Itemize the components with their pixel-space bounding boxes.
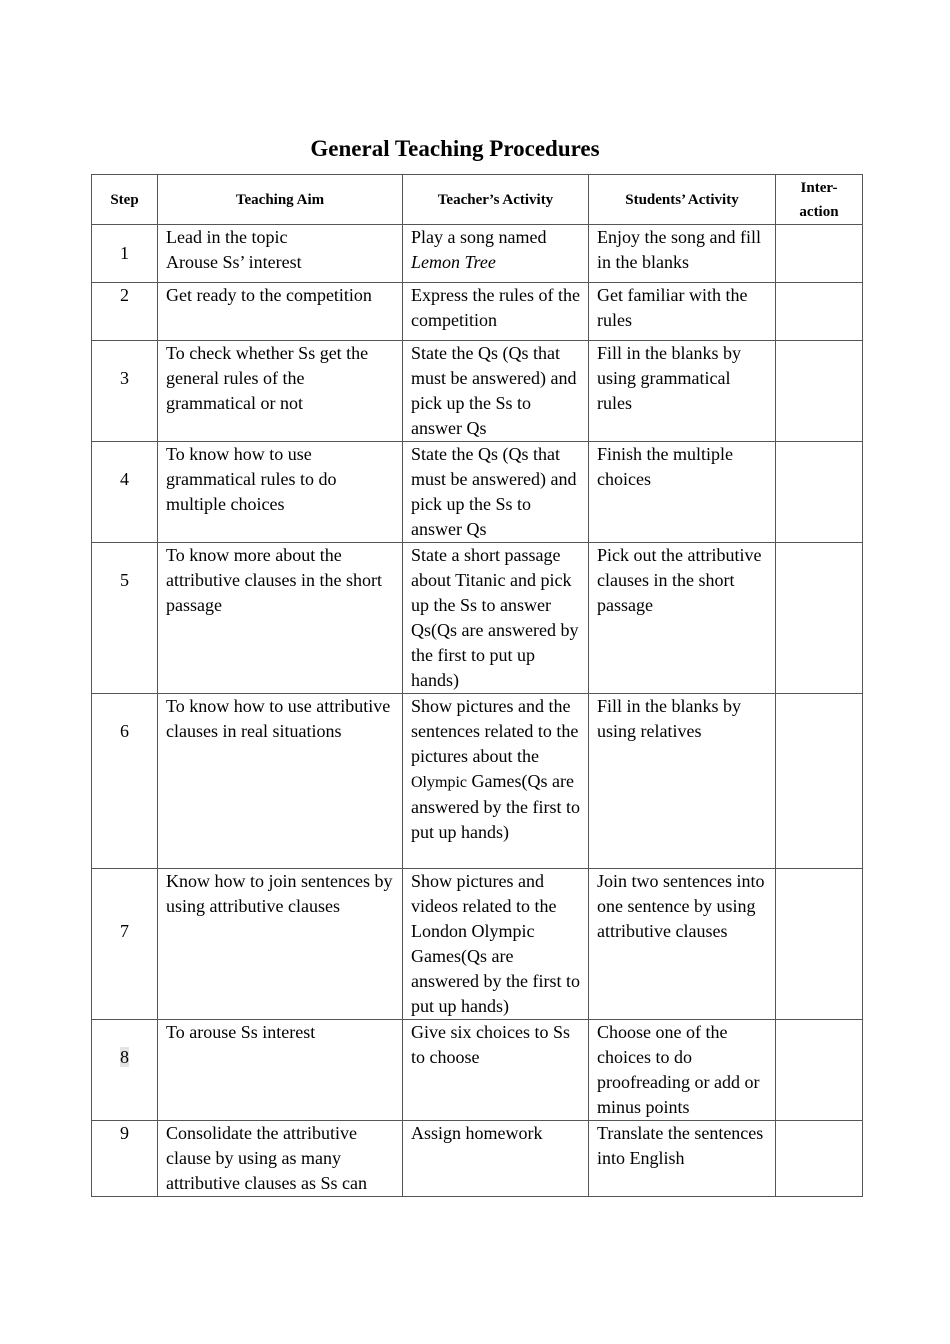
- teaching-aim-cell: To know how to use attributive clauses in real situations: [158, 694, 403, 869]
- teaching-aim-cell: To know how to use grammatical rules to do multiple choices: [158, 442, 403, 543]
- header-interaction-line1: Inter-: [800, 179, 838, 196]
- teaching-aim-cell: Consolidate the attributive clause by using as many attributive clauses as Ss can: [158, 1121, 403, 1197]
- teachers-activity-cell: State a short passage about Titanic and pick up the Ss to answer Qs(Qs are answered by the first to put up hands): [403, 543, 589, 694]
- interaction-cell: [776, 543, 863, 694]
- teaching-aim-cell: [158, 225, 403, 283]
- students-activity-cell: Join two sentences into one sentence by using attributive clauses: [589, 869, 776, 1020]
- table-row: [92, 869, 863, 1020]
- step-number: 1: [92, 225, 158, 283]
- header-step: Step: [92, 175, 158, 225]
- table-row: [92, 442, 863, 543]
- students-activity-cell: Get familiar with the rules: [589, 283, 776, 341]
- page-title: General Teaching Procedures: [310, 136, 600, 161]
- teaching-aim-cell: To check whether Ss get the general rules of the grammatical or not: [158, 341, 403, 442]
- step-number: 9: [92, 1121, 158, 1197]
- students-activity-cell: Fill in the blanks by using relatives: [589, 694, 776, 869]
- header-interaction: [776, 175, 863, 225]
- step-number: 5: [92, 543, 158, 694]
- table-row: [92, 543, 863, 694]
- teaching-procedures-table: [91, 174, 863, 1197]
- teachers-activity-cell: [403, 225, 589, 283]
- teaching-aim-cell: Know how to join sentences by using attributive clauses: [158, 869, 403, 1020]
- teachers-activity-line: Play a song named: [411, 227, 547, 247]
- song-title: Lemon Tree: [411, 252, 496, 272]
- teachers-activity-cell: State the Qs (Qs that must be answered) and pick up the Ss to answer Qs: [403, 442, 589, 543]
- teachers-activity-cell: State the Qs (Qs that must be answered) and pick up the Ss to answer Qs: [403, 341, 589, 442]
- teaching-aim-line: Arouse Ss’ interest: [166, 252, 302, 272]
- table-row: [92, 341, 863, 442]
- olympic-word: Olympic: [411, 774, 467, 791]
- header-interaction-line2: action: [799, 203, 839, 220]
- header-row: [92, 175, 863, 225]
- students-activity-cell: Fill in the blanks by using grammatical rules: [589, 341, 776, 442]
- table-row: [92, 283, 863, 341]
- table-row: [92, 225, 863, 283]
- step-number: 2: [92, 283, 158, 341]
- interaction-cell: [776, 1020, 863, 1121]
- teaching-aim-cell: To know more about the attributive clauses in the short passage: [158, 543, 403, 694]
- students-activity-cell: Translate the sentences into English: [589, 1121, 776, 1197]
- teaching-aim-line: Lead in the topic: [166, 227, 288, 247]
- students-activity-cell: Pick out the attributive clauses in the short passage: [589, 543, 776, 694]
- teachers-activity-cell: Show pictures and videos related to the London Olympic Games(Qs are answered by the first to put up hands): [403, 869, 589, 1020]
- students-activity-cell: Choose one of the choices to do proofreading or add or minus points: [589, 1020, 776, 1121]
- teachers-activity-text: Games(Qs are answered by the first to put up hands): [411, 771, 580, 842]
- teachers-activity-cell: Assign homework: [403, 1121, 589, 1197]
- teaching-aim-cell: To arouse Ss interest: [158, 1020, 403, 1121]
- table-row: [92, 694, 863, 869]
- header-students-activity: Students’ Activity: [589, 175, 776, 225]
- header-teachers-activity: Teacher’s Activity: [403, 175, 589, 225]
- teaching-aim-cell: Get ready to the competition: [158, 283, 403, 341]
- interaction-cell: [776, 341, 863, 442]
- step-number: 7: [92, 869, 158, 1020]
- step-number: 3: [92, 341, 158, 442]
- interaction-cell: [776, 1121, 863, 1197]
- interaction-cell: [776, 442, 863, 543]
- teachers-activity-cell: Give six choices to Ss to choose: [403, 1020, 589, 1121]
- step-number: 6: [92, 694, 158, 869]
- header-teaching-aim: Teaching Aim: [158, 175, 403, 225]
- teachers-activity-cell: Express the rules of the competition: [403, 283, 589, 341]
- step-number: 4: [92, 442, 158, 543]
- interaction-cell: [776, 869, 863, 1020]
- table-row: [92, 1121, 863, 1197]
- interaction-cell: [776, 694, 863, 869]
- teachers-activity-text: Show pictures and the sentences related to the pictures about the: [411, 696, 579, 766]
- interaction-cell: [776, 225, 863, 283]
- students-activity-cell: Finish the multiple choices: [589, 442, 776, 543]
- teachers-activity-cell: [403, 694, 589, 869]
- interaction-cell: [776, 283, 863, 341]
- table-row: [92, 1020, 863, 1121]
- step-number-cell: [92, 1020, 158, 1121]
- step-number: 8: [120, 1047, 129, 1067]
- students-activity-cell: Enjoy the song and fill in the blanks: [589, 225, 776, 283]
